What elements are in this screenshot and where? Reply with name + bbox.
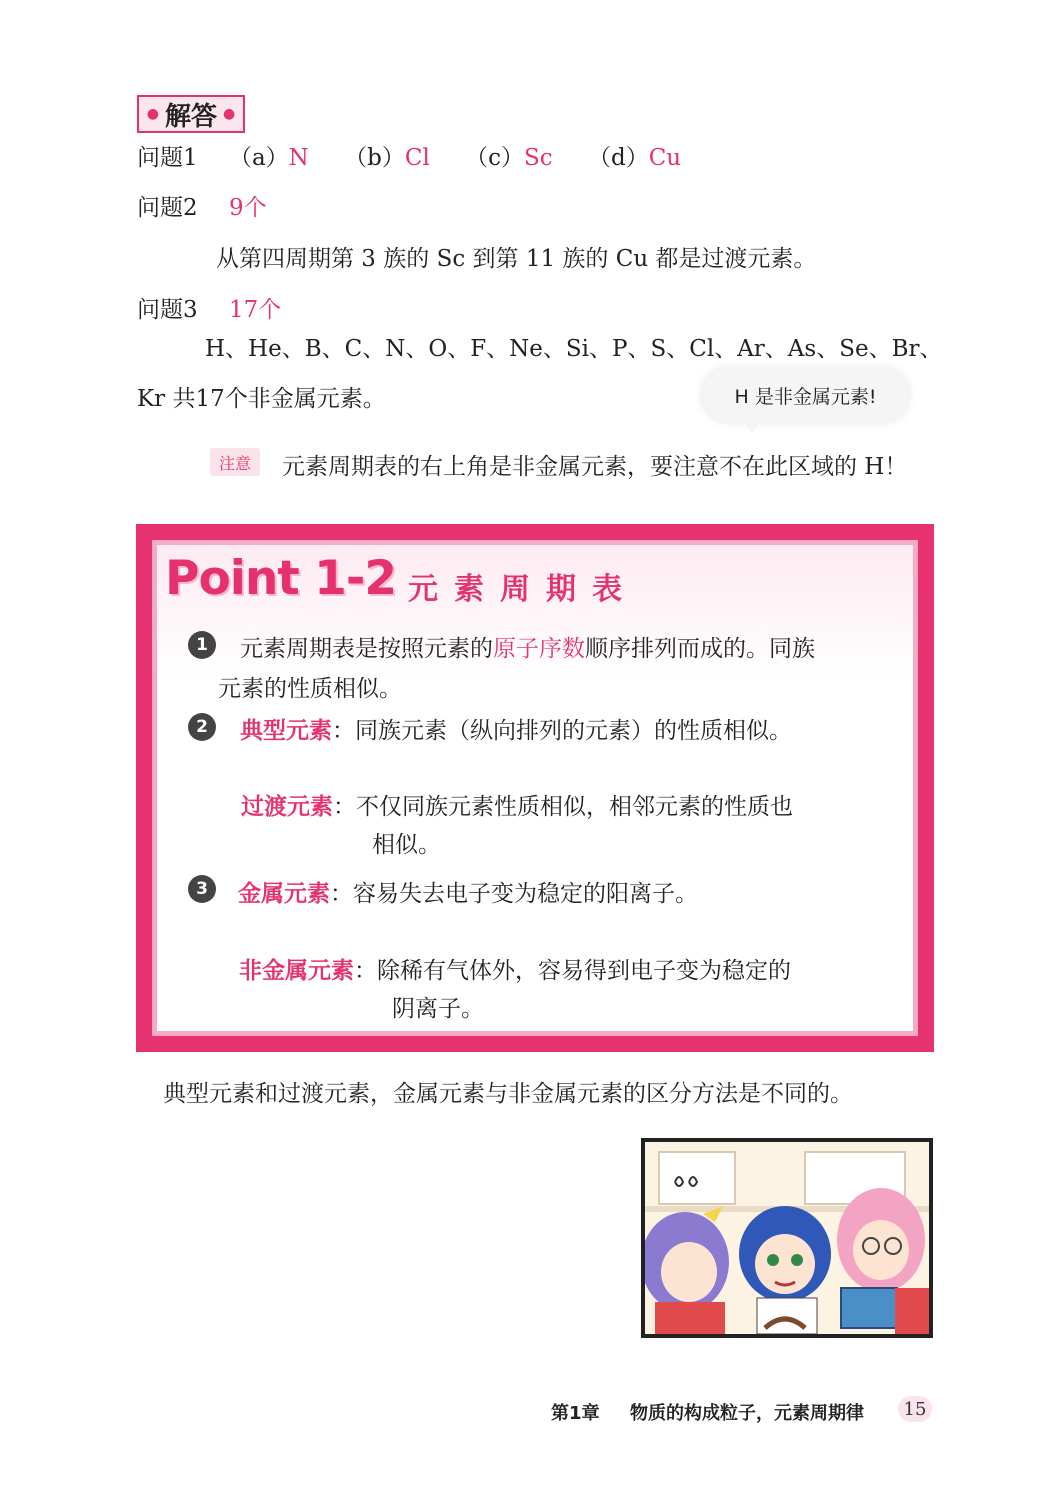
point-item-1-line1 bbox=[240, 630, 815, 663]
point-item-1-line2: 元素的性质相似。 bbox=[218, 676, 402, 702]
q1-item-c-value: Sc bbox=[524, 145, 553, 171]
question-2-explanation: 从第四周期第 3 族的 Sc 到第 11 族的 Cu 都是过渡元素。 bbox=[216, 246, 817, 272]
typical-element-term: 典型元素 bbox=[240, 718, 332, 744]
q1-item-c-prefix: （c） bbox=[465, 145, 525, 171]
question-2-value: 9个 bbox=[228, 195, 267, 221]
question-3-label: 问题3 bbox=[137, 297, 198, 323]
q1-item-d-value: Cu bbox=[648, 145, 682, 171]
point-logo: Point 1-2 bbox=[165, 551, 397, 606]
page-number: 15 bbox=[898, 1396, 932, 1422]
footer-title: 物质的构成粒子，元素周期律 bbox=[630, 1403, 864, 1424]
q1-item-a-value: N bbox=[288, 145, 309, 171]
point-number-3-icon: 3 bbox=[188, 875, 216, 903]
q1-item-a bbox=[229, 139, 309, 172]
q1-item-b bbox=[344, 139, 430, 172]
comic-illustration bbox=[641, 1138, 933, 1338]
q1-item-c bbox=[465, 139, 553, 172]
transition-element-term: 过渡元素 bbox=[241, 794, 333, 820]
q1-item-b-prefix: （b） bbox=[344, 145, 405, 171]
note-label: 注意 bbox=[210, 448, 260, 476]
metal-element-line bbox=[238, 875, 698, 908]
q1-item-b-value: Cl bbox=[404, 145, 430, 171]
q1-item-d bbox=[588, 139, 681, 172]
nonmetal-element-line2: 阴离子。 bbox=[392, 996, 484, 1022]
badge-dot-right: ● bbox=[223, 106, 236, 122]
transition-element-text: ：不仅同族元素性质相似，相邻元素的性质也 bbox=[333, 794, 793, 820]
point-title: 元素周期表 bbox=[408, 572, 638, 607]
speech-bubble-tail bbox=[742, 418, 762, 434]
comic-drawing bbox=[645, 1142, 929, 1334]
nonmetal-element-text: ：除稀有气体外，容易得到电子变为稳定的 bbox=[354, 958, 791, 984]
metal-element-term: 金属元素 bbox=[238, 881, 330, 907]
speech-bubble-text: H 是非金属元素! bbox=[734, 385, 877, 408]
speech-bubble bbox=[703, 369, 908, 421]
question-2-line bbox=[137, 189, 267, 222]
metal-element-text: ：容易失去电子变为稳定的阳离子。 bbox=[330, 881, 698, 907]
summary-text: 典型元素和过渡元素，金属元素与非金属元素的区分方法是不同的。 bbox=[163, 1081, 853, 1107]
q1-item-a-prefix: （a） bbox=[228, 145, 289, 171]
typical-element-line bbox=[240, 712, 792, 745]
point-item-1-pre: 元素周期表是按照元素的 bbox=[240, 636, 493, 662]
point-item-1-highlight: 原子序数 bbox=[493, 636, 585, 662]
nonmetal-element-term: 非金属元素 bbox=[239, 958, 354, 984]
note-text: 元素周期表的右上角是非金属元素，要注意不在此区域的 H！ bbox=[282, 454, 908, 480]
answer-badge-label: 解答 bbox=[164, 101, 217, 132]
point-number-2-icon: 2 bbox=[188, 713, 216, 741]
footer-chapter: 第1章 bbox=[551, 1403, 600, 1424]
transition-element-line1 bbox=[241, 788, 793, 821]
question-3-explanation-line1: H、He、B、C、N、O、F、Ne、Si、P、S、Cl、Ar、As、Se、Br、 bbox=[205, 336, 943, 362]
answer-badge bbox=[137, 95, 245, 133]
point-item-1-post: 顺序排列而成的。同族 bbox=[585, 636, 815, 662]
point-number-1-icon: 1 bbox=[188, 631, 216, 659]
question-1-line bbox=[137, 139, 709, 172]
question-1-label: 问题1 bbox=[137, 145, 198, 171]
q1-item-d-prefix: （d） bbox=[587, 145, 649, 171]
question-3-explanation-line2: Kr 共17个非金属元素。 bbox=[137, 386, 386, 412]
question-2-label: 问题2 bbox=[137, 195, 198, 221]
question-3-value: 17个 bbox=[228, 297, 282, 323]
typical-element-text: ：同族元素（纵向排列的元素）的性质相似。 bbox=[332, 718, 792, 744]
question-3-line bbox=[137, 291, 281, 324]
transition-element-line2: 相似。 bbox=[372, 832, 441, 858]
nonmetal-element-line1 bbox=[239, 952, 791, 985]
badge-dot-left: ● bbox=[146, 106, 159, 122]
